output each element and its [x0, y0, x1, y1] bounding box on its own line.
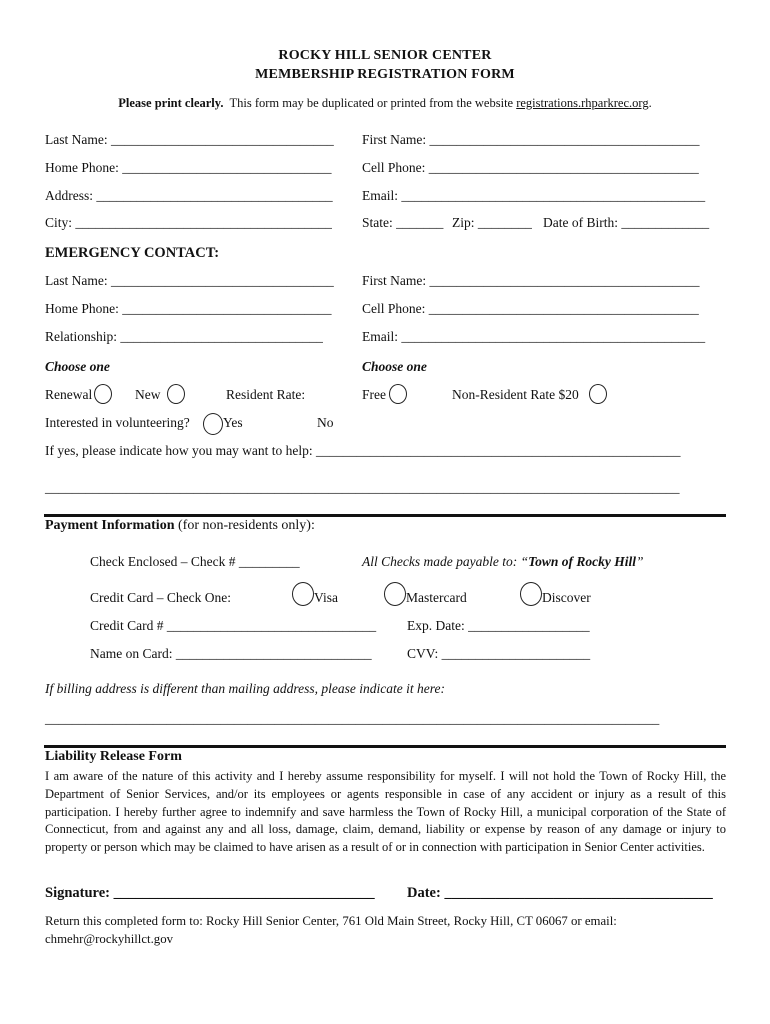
credit-card-check-one-label: Credit Card – Check One:: [90, 590, 231, 605]
instructions-text: This form may be duplicated or printed from the website: [229, 96, 514, 110]
discover-label: Discover: [542, 590, 591, 606]
organization-title: ROCKY HILL SENIOR CENTER: [278, 48, 492, 63]
volunteer-no-label[interactable]: No: [317, 415, 334, 430]
liability-divider: [44, 745, 726, 748]
payment-heading-label: Payment Information: [45, 518, 175, 533]
volunteer-question: Interested in volunteering?: [45, 415, 190, 430]
check-enclosed-field[interactable]: Check Enclosed – Check # _________: [90, 554, 300, 569]
volunteer-yes-label: Yes: [223, 415, 243, 431]
volunteer-yes-option[interactable]: [203, 413, 243, 435]
cell-phone-field[interactable]: Cell Phone: ________________________________________: [362, 160, 699, 175]
visa-option[interactable]: [292, 582, 338, 606]
new-label: New: [135, 387, 161, 402]
signature-date-field[interactable]: Date: _____________________________________: [407, 885, 713, 901]
credit-card-number-field[interactable]: Credit Card # _______________________________: [90, 618, 377, 633]
non-resident-label: Non-Resident Rate $20: [452, 387, 579, 402]
state-field[interactable]: State: _______: [362, 215, 444, 230]
website-link[interactable]: registrations.rhparkrec.org: [516, 96, 649, 110]
website-period: .: [648, 96, 652, 110]
billing-address-note: If billing address is different than mailing address, please indicate it here:: [45, 681, 445, 696]
liability-release-text: I am aware of the nature of this activity and I hereby assume responsibility for myself. I will not hold the Town of Rocky Hill, the Department of Senior Services, and/or its employees or agents responsible in case of any accident or injury as a result of this participation. I hereby further agree to indemnify and save harmless the Town of Rocky Hill, a municipal corporation of the State of Connecticut, from and against any and all loss, damage, claim, demand, liability or expense by reason of any damage or injury to property or person which may be claimed to have arisen as a result of or in connection with participation in Senior Center activities.: [45, 769, 726, 855]
payment-heading: [45, 518, 315, 534]
free-label: Free: [362, 387, 386, 402]
payable-name: Town of Rocky Hill: [528, 554, 636, 569]
emergency-first-name-field[interactable]: First Name: ________________________________________: [362, 273, 700, 288]
renewal-option[interactable]: [45, 387, 112, 404]
visa-label: Visa: [314, 590, 338, 606]
payment-divider: [44, 514, 726, 517]
volunteer-yes-radio[interactable]: [203, 413, 223, 435]
checks-payable-note: [362, 554, 644, 570]
signature-field[interactable]: Signature: ____________________________________: [45, 885, 375, 901]
renewal-radio[interactable]: [94, 384, 112, 404]
non-resident-radio[interactable]: [589, 384, 607, 404]
mastercard-radio[interactable]: [384, 582, 406, 606]
discover-option[interactable]: [520, 582, 591, 606]
new-radio[interactable]: [167, 384, 185, 404]
city-field[interactable]: City: ______________________________________: [45, 215, 332, 230]
emergency-contact-heading: EMERGENCY CONTACT:: [45, 245, 220, 261]
resident-rate-label: Resident Rate:: [226, 387, 306, 402]
emergency-last-name-field[interactable]: Last Name: _________________________________: [45, 273, 334, 288]
email-field[interactable]: Email: _____________________________________________: [362, 188, 706, 203]
first-name-field[interactable]: First Name: ________________________________________: [362, 132, 700, 147]
free-option[interactable]: [362, 387, 407, 404]
liability-heading: Liability Release Form: [45, 749, 182, 764]
mastercard-label: Mastercard: [406, 590, 467, 606]
payable-prefix: All Checks made payable to: “: [362, 554, 529, 569]
emergency-home-phone-field[interactable]: Home Phone: _______________________________: [45, 301, 332, 316]
relationship-field[interactable]: Relationship: ______________________________: [45, 329, 323, 344]
cvv-field[interactable]: CVV: ______________________: [407, 646, 591, 661]
return-email[interactable]: chmehr@rockyhillct.gov: [45, 932, 173, 946]
choose-one-rate-label: Choose one: [362, 359, 427, 374]
payment-heading-note: (for non-residents only):: [178, 518, 315, 533]
billing-address-field[interactable]: ___________________________________________________________________________________________: [45, 711, 660, 726]
last-name-field[interactable]: Last Name: _________________________________: [45, 132, 334, 147]
non-resident-option[interactable]: [452, 387, 607, 404]
zip-field[interactable]: Zip: ________: [452, 215, 532, 230]
volunteer-help-line-2[interactable]: ______________________________________________________________________________________________: [45, 480, 680, 495]
discover-radio[interactable]: [520, 582, 542, 606]
volunteer-help-field[interactable]: If yes, please indicate how you may want to help: ______________________________________________________: [45, 443, 681, 458]
return-instructions: Return this completed form to: Rocky Hill Senior Center, 761 Old Main Street, Rocky Hill, CT 06067 or email:: [45, 914, 617, 928]
form-title: MEMBERSHIP REGISTRATION FORM: [255, 67, 515, 82]
emergency-cell-phone-field[interactable]: Cell Phone: ________________________________________: [362, 301, 699, 316]
print-clearly-label: Please print clearly.: [118, 96, 224, 110]
address-field[interactable]: Address: ___________________________________: [45, 188, 333, 203]
payable-suffix: ”: [635, 554, 644, 569]
mastercard-option[interactable]: [384, 582, 467, 606]
name-on-card-field[interactable]: Name on Card: _____________________________: [90, 646, 372, 661]
free-radio[interactable]: [389, 384, 407, 404]
new-option[interactable]: [135, 387, 185, 404]
renewal-label: Renewal: [45, 387, 93, 402]
expiration-date-field[interactable]: Exp. Date: __________________: [407, 618, 590, 633]
date-of-birth-field[interactable]: Date of Birth: _____________: [543, 215, 710, 230]
home-phone-field[interactable]: Home Phone: _______________________________: [45, 160, 332, 175]
visa-radio[interactable]: [292, 582, 314, 606]
choose-one-membership-label: Choose one: [45, 359, 110, 374]
print-instructions: [0, 96, 770, 111]
emergency-email-field[interactable]: Email: _____________________________________________: [362, 329, 706, 344]
